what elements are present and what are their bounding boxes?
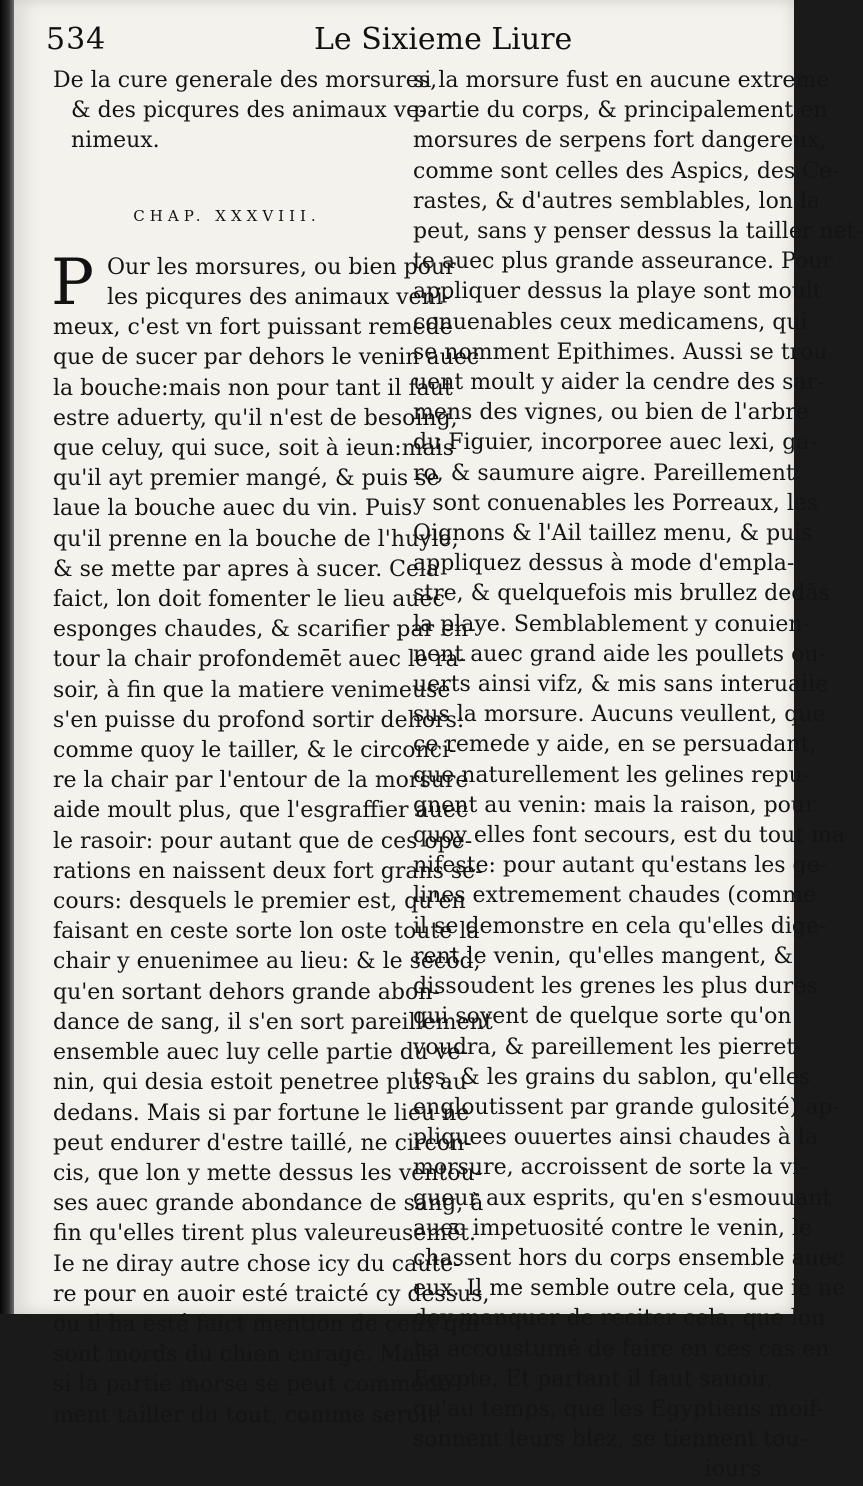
text-line: engloutissent par grande gulosité) ap- [413, 1094, 840, 1120]
section-title-line: & des picqures des animaux ve- [71, 98, 427, 124]
text-line: si la partie morse se peut commode- [53, 1372, 459, 1398]
left-column-body [53, 313, 493, 1431]
text-line: auec impetuosité contre le venin, le [413, 1215, 813, 1241]
text-line: estre aduerty, qu'il n'est de besoing, [53, 405, 458, 431]
text-line: si la morsure fust en aucune extreme [413, 68, 830, 93]
text-line: que de sucer par dehors le venin auec [53, 345, 480, 371]
text-line: cours: desquels le premier est, qu'en [53, 889, 466, 915]
text-line: chair y enuenimee au lieu: & le secōd, [53, 949, 481, 975]
text-line: uerts ainsi vifz, & mis sans interualle [413, 672, 829, 698]
page-number: 534 [46, 22, 107, 57]
text-line: comme quoy le tailler, & le circonci- [53, 738, 457, 764]
text-line: doy manquer de reciter cela, que lon [413, 1306, 826, 1332]
text-line: faict, lon doit fomenter le lieu auec [53, 587, 445, 613]
text-line: tes, & les grains du sablon, qu'elles [413, 1064, 811, 1090]
text-line: comme sont celles des Aspics, des Ce- [413, 158, 840, 184]
text-line: stre, & quelquefois mis brullez dedās [413, 581, 830, 607]
text-line: gueur aux esprits, qu'en s'esmouuant [413, 1185, 832, 1211]
chapter-heading: CHAP. XXXVIII. [133, 206, 321, 225]
text-line: la playe. Semblablement y conuien- [413, 611, 811, 637]
text-line: nin, qui desia estoit penetree plus au [53, 1070, 467, 1096]
text-line: se nomment Epithimes. Aussi se trou [413, 339, 828, 365]
text-line: dedans. Mais si par fortune le lieu ne [53, 1100, 470, 1126]
section-title-line: De la cure generale des morsures, [53, 68, 438, 93]
text-line: qu'en sortant dehors grande abon- [53, 979, 440, 1005]
drop-cap: P [51, 245, 95, 320]
text-line: tour la chair profondemēt auec le ra- [53, 647, 467, 673]
text-line: ha accoustumé de faire en ces cas en [413, 1336, 830, 1362]
text-line: re pour en auoir esté traicté cy dessus, [53, 1281, 490, 1307]
text-line: lines extremement chaudes (comme [413, 883, 817, 909]
text-line: re la chair par l'entour de la morsure [53, 768, 469, 794]
text-line: morsures de serpens fort dangereux, [413, 128, 827, 154]
text-line: sonnent leurs blez, se tiennent tou- [413, 1427, 807, 1453]
text-line: dance de sang, il s'en sort pareillement [53, 1009, 493, 1035]
page-gutter-shadow [0, 0, 14, 1314]
text-line: conuenables ceux medicamens, qui [413, 309, 808, 335]
text-line: y sont conuenables les Porreaux, les [413, 490, 819, 516]
text-line: esponges chaudes, & scarifier par en- [53, 617, 476, 643]
text-line: Our les morsures, ou bien pour [107, 254, 456, 280]
text-line: rastes, & d'autres semblables, lon la [413, 188, 821, 214]
text-line: le rasoir: pour autant que de ces ope- [53, 828, 473, 854]
text-line: pliquees ouuertes ainsi chaudes à la [413, 1125, 819, 1151]
text-line: les picqures des animaux veni- [107, 285, 451, 311]
text-line: sont mords du chien enragé. Mais [53, 1342, 434, 1368]
text-line: dissoudent les grenes les plus dures [413, 974, 818, 1000]
text-line: il se demonstre en cela qu'elles dige- [413, 913, 827, 939]
text-line: chassent hors du corps ensemble auec [413, 1245, 845, 1271]
text-line: mens des vignes, ou bien de l'arbre [413, 400, 809, 426]
text-line: ment tailler du tout, comme seroit, [53, 1402, 444, 1428]
text-line: Egypte. Et partant il faut sauoir, [413, 1366, 774, 1392]
running-title: Le Sixieme Liure [314, 22, 573, 57]
text-line: quoy elles font secours, est du tout ma [413, 823, 845, 849]
text-line: qui soyent de quelque sorte qu'on [413, 1004, 792, 1030]
text-line: voudra, & pareillement les pierret- [413, 1034, 803, 1060]
catchword: iours [704, 1457, 761, 1483]
text-line: s'en puisse du profond sortir dehors: [53, 707, 465, 733]
text-line: rations en naissent deux fort grans se- [53, 858, 483, 884]
text-line: ro, & saumure aigre. Pareillement [413, 460, 795, 486]
text-line: ou il ha esté faict mention de ceux qui [53, 1311, 479, 1337]
text-line: appliquez dessus à mode d'empla- [413, 551, 795, 577]
text-line: Ie ne diray autre chose icy du caute- [53, 1251, 461, 1277]
text-line: peut, sans y penser dessus la tailler net- [413, 219, 863, 245]
text-line: peut endurer d'estre taillé, ne circon- [53, 1130, 472, 1156]
text-line: morsure, accroissent de sorte la vi- [413, 1155, 807, 1181]
text-line: faisant en ceste sorte lon oste toute la [53, 919, 480, 945]
right-column [413, 66, 863, 1486]
chapter-opening [51, 245, 456, 320]
text-line: meux, c'est vn fort puissant remede [53, 315, 453, 341]
section-title-line: nimeux. [71, 128, 160, 154]
text-line: fin qu'elles tirent plus valeureusemēt. [53, 1221, 477, 1247]
text-line: la bouche:mais non pour tant il faut [53, 375, 453, 401]
text-line: ensemble auec luy celle partie du ve- [53, 1040, 468, 1066]
text-line: cis, que lon y mette dessus les ventou- [53, 1160, 483, 1186]
text-line: qu'il ayt premier mangé, & puis se [53, 466, 440, 492]
text-line: nifeste: pour autant qu'estans les ge- [413, 853, 828, 879]
text-line: nent auec grand aide les poullets ou- [413, 641, 826, 667]
text-line: ce remede y aide, en se persuadant, [413, 732, 817, 758]
text-line: qu'il prenne en la bouche de l'huyle, [53, 526, 459, 552]
section-title [53, 66, 438, 157]
left-column [51, 66, 493, 1431]
text-line: sus la morsure. Aucuns veullent, que [413, 702, 826, 728]
text-line: partie du corps, & principalement en [413, 98, 828, 124]
text-line: & se mette par apres à sucer. Cela [53, 556, 440, 582]
text-line: que celuy, qui suce, soit à ieun:mais [53, 436, 454, 462]
text-line: soir, à fin que la matiere venimeuse [53, 677, 451, 703]
text-line: Oignons & l'Ail taillez menu, & puis [413, 521, 813, 547]
text-line: ses auec grande abondance de sang, à [53, 1191, 484, 1217]
text-line: laue la bouche auec du vin. Puis [53, 496, 413, 522]
text-line: que naturellement les gelines repu- [413, 762, 811, 788]
text-line: aide moult plus, que l'esgraffier auec [53, 798, 469, 824]
text-line: te auec plus grande asseurance. Pour [413, 249, 833, 275]
text-line: uent moult y aider la cendre des sar- [413, 370, 825, 396]
text-line: gnent au venin: mais la raison, pour [413, 792, 816, 818]
right-column-body [413, 66, 863, 1455]
text-line: eux. Il me semble outre cela, que ie ne [413, 1276, 846, 1302]
text-line: qu'au temps, que les Egyptiens moif- [413, 1396, 825, 1422]
text-line: appliquer dessus la playe sont moult [413, 279, 822, 305]
text-line: du Figuier, incorporee auec lexi, ga- [413, 430, 817, 456]
text-line: rent le venin, qu'elles mangent, & [413, 943, 793, 969]
